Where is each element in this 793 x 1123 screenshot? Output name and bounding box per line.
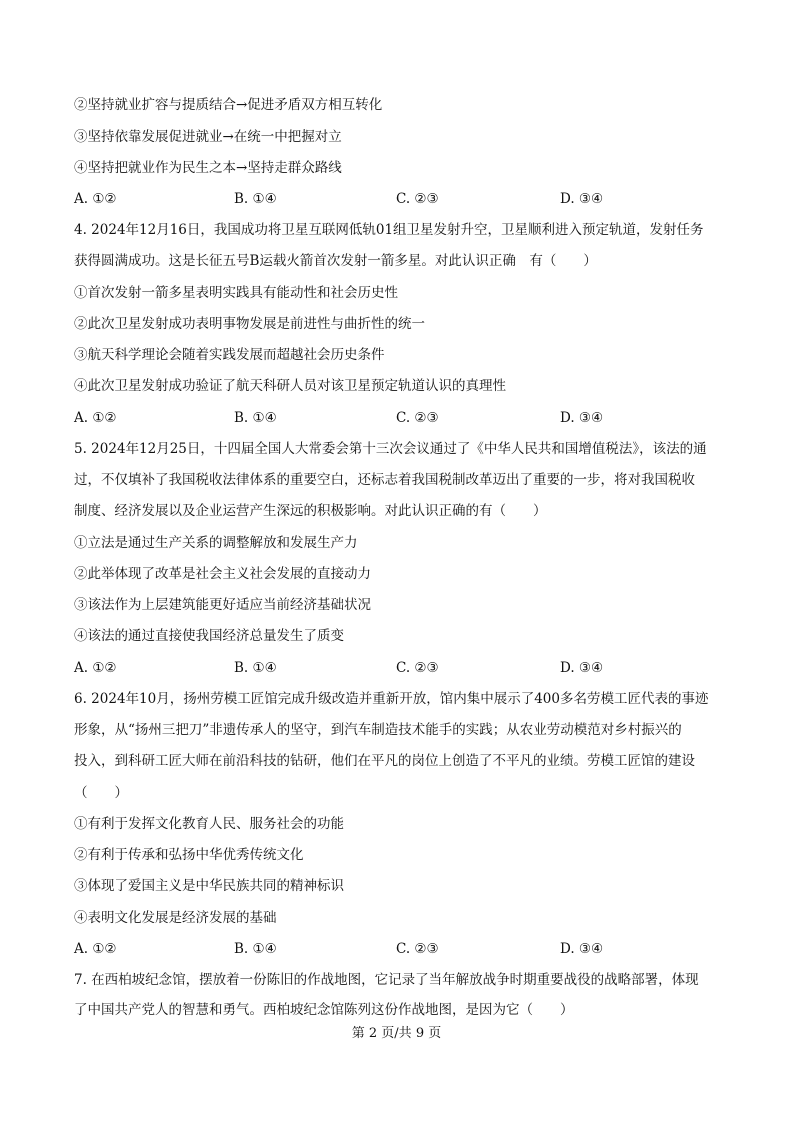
q5-item-4: ④该法的通过直接使我国经济总量发生了质变 xyxy=(74,628,344,644)
q6-option-a: A. ①② xyxy=(74,941,117,957)
q4-option-b: B. ①④ xyxy=(234,410,277,426)
q5-item-3: ③该法作为上层建筑能更好适应当前经济基础状况 xyxy=(74,597,371,613)
q6-stem-line-3: 投入，到科研工匠大师在前沿科技的钻研，他们在平凡的岗位上创造了不平凡的业绩。劳模工匠馆的建设 xyxy=(74,753,695,769)
q4-option-d: D. ③④ xyxy=(560,410,604,426)
q6-options xyxy=(74,939,634,959)
q3-option-a: A. ①② xyxy=(74,191,117,207)
q7-stem-line-2: 了中国共产党人的智慧和勇气。西柏坡纪念馆陈列这份作战地图，是因为它（ ） xyxy=(74,1002,574,1018)
q4-options xyxy=(74,408,634,428)
q3-option-c: C. ②③ xyxy=(396,191,439,207)
q6-item-1: ①有利于发挥文化教育人民、服务社会的功能 xyxy=(74,816,344,832)
q6-item-3: ③体现了爱国主义是中华民族共同的精神标识 xyxy=(74,878,344,894)
q6-stem-line-2: 形象，从“扬州三把刀”非遗传承人的坚守，到汽车制造技术能手的实践；从农业劳动模范对乡村振兴的 xyxy=(74,722,682,738)
q4-stem-line-2: 获得圆满成功。这是长征五号B运载火箭首次发射一箭多星。对此认识正确 有（ ） xyxy=(74,253,597,269)
q6-item-4: ④表明文化发展是经济发展的基础 xyxy=(74,910,277,926)
q6-option-d: D. ③④ xyxy=(560,941,604,957)
q4-item-4: ④此次卫星发射成功验证了航天科研人员对该卫星预定轨道认识的真理性 xyxy=(74,378,506,394)
q3-option-d: D. ③④ xyxy=(560,191,604,207)
q4-option-a: A. ①② xyxy=(74,410,117,426)
q5-option-a: A. ①② xyxy=(74,660,117,676)
q7-stem-line-1: 7. 在西柏坡纪念馆，摆放着一份陈旧的作战地图，它记录了当年解放战争时期重要战役的战略部署，体现 xyxy=(74,972,699,988)
q6-stem-line-4: （ ） xyxy=(74,785,128,801)
q3-option-b: B. ①④ xyxy=(234,191,277,207)
q3-item-4: ④坚持把就业作为民生之本→坚持走群众路线 xyxy=(74,160,342,176)
q3-item-3: ③坚持依靠发展促进就业→在统一中把握对立 xyxy=(74,129,342,145)
q5-stem-line-1: 5. 2024年12月25日，十四届全国人大常委会第十三次会议通过了《中华人民共和国增值税法》，该法的通 xyxy=(74,441,707,457)
page-number-footer: 第 2 页/共 9 页 xyxy=(351,1026,442,1041)
q4-item-1: ①首次发射一箭多星表明实践具有能动性和社会历史性 xyxy=(74,285,398,301)
q5-stem-line-3: 制度、经济发展以及企业运营产生深远的积极影响。对此认识正确的有（ ） xyxy=(74,503,547,519)
q5-option-d: D. ③④ xyxy=(560,660,604,676)
q4-stem-line-1: 4. 2024年12月16日，我国成功将卫星互联网低轨01组卫星发射升空，卫星顺利进入预定轨道，发射任务 xyxy=(74,222,704,238)
q6-stem-line-1: 6. 2024年10月，扬州劳模工匠馆完成升级改造并重新开放，馆内集中展示了400多名劳模工匠代表的事迹 xyxy=(74,691,709,707)
q3-options xyxy=(74,189,634,209)
q6-option-c: C. ②③ xyxy=(396,941,439,957)
q4-item-2: ②此次卫星发射成功表明事物发展是前进性与曲折性的统一 xyxy=(74,316,425,332)
q5-stem-line-2: 过，不仅填补了我国税收法律体系的重要空白，还标志着我国税制改革迈出了重要的一步，将对我国税收 xyxy=(74,472,695,488)
q5-option-c: C. ②③ xyxy=(396,660,439,676)
q5-options xyxy=(74,658,634,678)
q3-item-2: ②坚持就业扩容与提质结合→促进矛盾双方相互转化 xyxy=(74,97,383,113)
q5-item-1: ①立法是通过生产关系的调整解放和发展生产力 xyxy=(74,535,358,551)
q6-item-2: ②有利于传承和弘扬中华优秀传统文化 xyxy=(74,847,304,863)
q4-item-3: ③航天科学理论会随着实践发展而超越社会历史条件 xyxy=(74,347,385,363)
q5-option-b: B. ①④ xyxy=(234,660,277,676)
q6-option-b: B. ①④ xyxy=(234,941,277,957)
q5-item-2: ②此举体现了改革是社会主义社会发展的直接动力 xyxy=(74,566,371,582)
q4-option-c: C. ②③ xyxy=(396,410,439,426)
